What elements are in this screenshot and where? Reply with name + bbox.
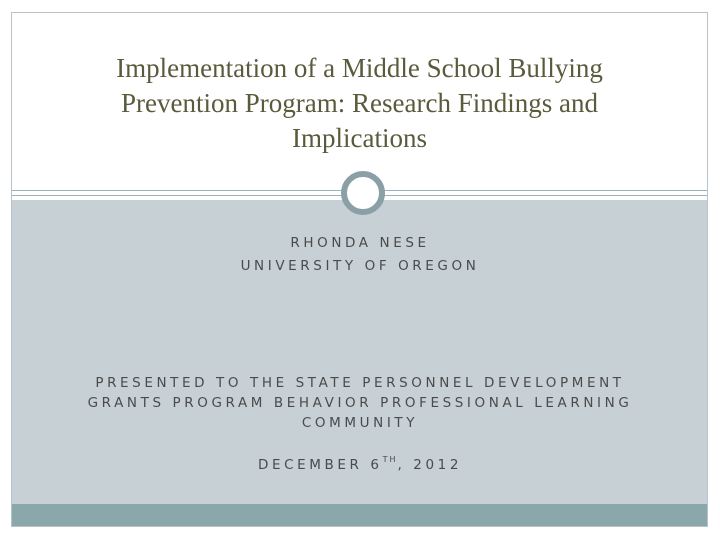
date-ordinal-suffix: TH xyxy=(382,455,398,464)
presented-line-2: GRANTS PROGRAM BEHAVIOR PROFESSIONAL LEARNING xyxy=(87,395,633,411)
presented-line-1: PRESENTED TO THE STATE PERSONNEL DEVELOPMENT xyxy=(95,375,625,391)
presentation-date xyxy=(0,455,720,473)
date-rest: , 2012 xyxy=(397,457,463,473)
title-line-3: Implications xyxy=(292,123,427,153)
slide-title xyxy=(12,51,707,156)
date-prefix: DECEMBER 6 xyxy=(257,457,383,473)
presented-to xyxy=(0,373,720,433)
circle-ornament-icon xyxy=(341,171,385,215)
author-name: RHONDA NESE xyxy=(290,235,430,251)
author-affiliation: UNIVERSITY OF OREGON xyxy=(240,258,480,274)
title-line-1: Implementation of a Middle School Bullying xyxy=(116,53,603,83)
title-line-2: Prevention Program: Research Findings and xyxy=(121,88,598,118)
presented-line-3: COMMUNITY xyxy=(301,415,419,431)
footer-band xyxy=(12,504,707,527)
